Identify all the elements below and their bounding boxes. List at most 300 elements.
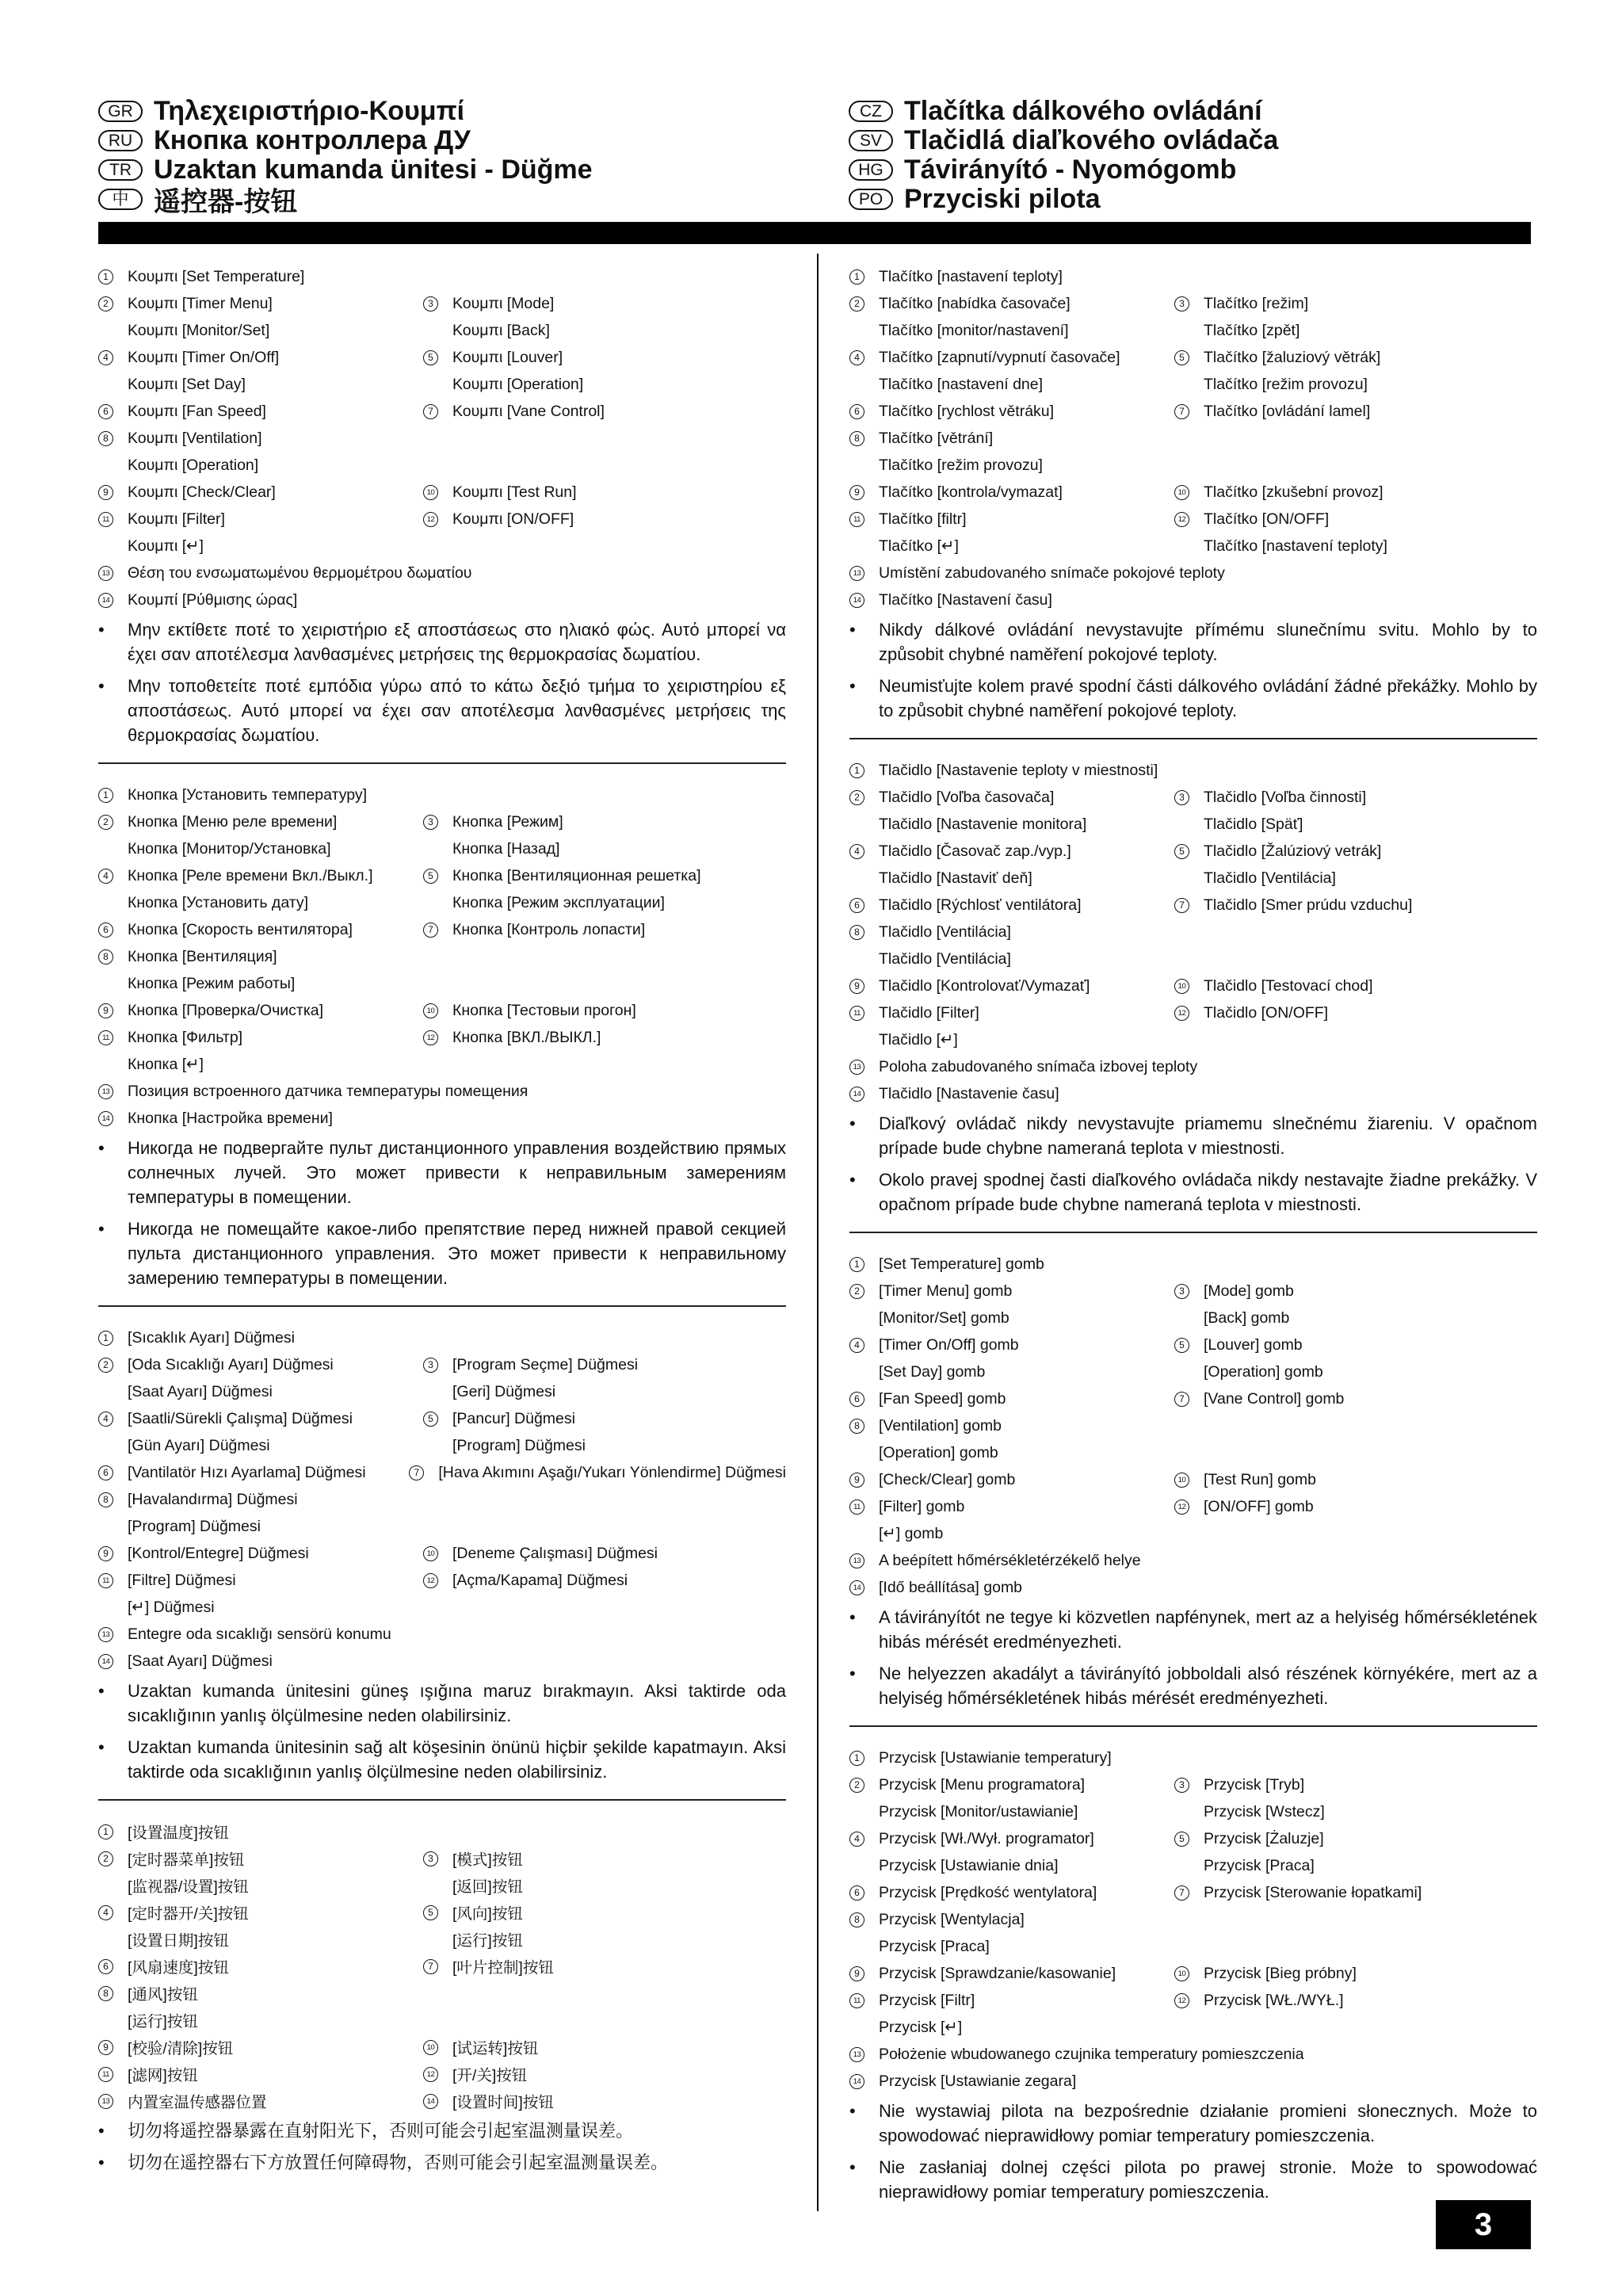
bullet-mark: • [849,676,856,696]
item-cell [1174,1004,1537,1022]
item-cell [849,403,1174,421]
item-number: 4 [849,350,864,365]
item-row [849,586,1537,613]
item-number: 5 [1174,1832,1189,1847]
item-number: 5 [1174,350,1189,365]
item-label: [Kontrol/Entegre] Düğmesi [128,1544,309,1562]
item-cell [98,894,423,912]
item-number: 7 [1174,1392,1189,1407]
item-label: Tlačidlo [Nastaviť deň] [879,869,1032,887]
item-label: [Açma/Kapama] Düğmesi [452,1571,628,1589]
item-label: [Timer Menu] gomb [879,1282,1013,1300]
item-label: [设置日期]按钮 [128,1932,229,1950]
item-cell [1174,1390,1537,1408]
item-cell [1174,1282,1537,1301]
item-row [849,425,1537,452]
item-cell [849,1579,1022,1597]
item-row [98,317,786,344]
item-label: Κουμπι [Operation] [452,375,584,393]
item-cell [423,1874,786,1897]
item-label: Przycisk [Wł./Wył. programator] [879,1829,1094,1847]
item-number: 2 [98,815,113,830]
warning-bullet [849,1605,1537,1654]
item-row [849,506,1537,533]
header-left [98,96,593,217]
item-row [98,586,786,613]
item-label: Tlačidlo [Filter] [879,1003,979,1022]
item-label: Tlačidlo [Testovací chod] [1204,976,1373,995]
item-number: 10 [1174,1473,1189,1488]
item-label: [Fan Speed] gomb [879,1389,1006,1408]
item-cell [1174,1336,1537,1354]
item-row [849,317,1537,344]
item-cell [849,762,1158,780]
item-row [849,344,1537,371]
item-row [98,1845,786,1872]
item-row [98,290,786,317]
item-label: Кнопка [Настройка времени] [128,1109,333,1127]
item-label: Tlačítko [kontrola/vymazat] [879,483,1063,501]
item-label: Przycisk [Ustawianie dnia] [879,1856,1059,1874]
item-label: Кнопка [↵] [128,1056,204,1073]
item-label: Przycisk [WŁ./WYŁ.] [1204,1991,1344,2009]
item-number: 3 [1174,790,1189,805]
item-label: Кнопка [Скорость вентилятора] [128,920,353,938]
item-label: [叶片控制]按钮 [452,1959,554,1977]
item-number: 9 [98,2040,113,2055]
warning-bullet [849,674,1537,723]
item-row [849,999,1537,1026]
item-label: [Deneme Çalışması] Düğmesi [452,1544,658,1562]
item-cell [1174,322,1537,340]
item-cell [849,564,1225,583]
item-row [98,452,786,479]
item-number: 4 [849,1832,864,1847]
item-label: [Set Temperature] gomb [879,1255,1044,1273]
item-label: Κουμπι [Monitor/Set] [128,321,270,339]
item-cell [849,789,1174,807]
item-cell [98,1874,423,1897]
item-cell [423,1356,786,1374]
bullet-text: Μην εκτίθετε ποτέ το χειριστήριο εξ αποστάσεως στο ηλιακό φώς. Αυτό μπορεί να έχει σαν αποτέλεσμα λανθασμένες μετρήσεις της θερμοκρασίας δωματίου. [128,620,786,664]
item-number: 6 [849,898,864,913]
item-cell [849,483,1174,502]
item-label: Przycisk [Ustawianie zegara] [879,2072,1077,2090]
item-label: Tlačidlo [ON/OFF] [1204,1003,1329,1022]
item-row [849,1439,1537,1466]
item-label: Tlačítko [větrání] [879,429,994,447]
item-number: 6 [98,1959,113,1974]
bullet-mark: • [98,676,105,696]
item-cell [98,1901,423,1924]
item-label: A beépített hőmérsékletérzékelő helye [879,1551,1141,1569]
item-cell [423,1901,786,1924]
item-number: 11 [849,1993,864,2008]
item-cell [423,510,786,529]
item-number: 7 [423,1959,438,1974]
item-cell [98,1982,198,2004]
item-row [98,1405,786,1432]
item-number: 9 [849,485,864,500]
item-cell [98,349,423,367]
item-label: [风扇速度]按钮 [128,1959,229,1977]
item-cell [98,1626,391,1644]
item-cell [98,1464,409,1482]
item-label: Przycisk [Sterowanie łopatkami] [1204,1883,1422,1901]
item-label: [试运转]按钮 [452,2040,539,2057]
item-label: [Saatli/Sürekli Çalışma] Düğmesi [128,1409,353,1427]
item-number: 2 [98,296,113,311]
section-po [849,1736,1537,2204]
item-cell [849,537,1174,556]
item-row [98,398,786,425]
header-line-ru [98,126,593,155]
item-number: 10 [423,1003,438,1018]
header-title-cz: Tlačítka dálkového ovládání [904,96,1262,126]
bullet-text: Nie zasłaniaj dolnej części pilota po prawej stronie. Może to spowodować nieprawidłowy pomiar temperatury pomieszczenia. [879,2157,1537,2202]
item-label: Tlačítko [nastavení dne] [879,375,1044,393]
item-number: 6 [849,404,864,419]
item-number: 10 [423,485,438,500]
item-row [849,1987,1537,2014]
item-number: 7 [1174,898,1189,913]
item-cell [98,1491,298,1509]
item-row [98,1351,786,1378]
item-cell [98,2090,423,2112]
item-cell [849,923,1011,942]
item-row [849,290,1537,317]
header-title-po: Przyciski pilota [904,184,1101,214]
item-label: [ON/OFF] gomb [1204,1497,1314,1515]
item-label: Tlačítko [zapnutí/vypnutí časovače] [879,348,1120,366]
item-label: Tlačidlo [Ventilácia] [879,949,1011,968]
item-cell [98,2063,423,2085]
item-row [98,970,786,997]
item-number: 10 [423,2040,438,2055]
item-cell [1174,896,1537,915]
item-cell [98,1055,204,1074]
item-cell [1174,403,1537,421]
item-label: [Program Seçme] Düğmesi [452,1355,639,1373]
item-row [849,865,1537,892]
item-label: Tlačidlo [↵] [879,1031,958,1049]
item-label: [Monitor/Set] gomb [879,1308,1009,1327]
item-row [849,2068,1537,2095]
item-row [98,1926,786,1953]
item-cell [849,1030,958,1049]
item-number: 6 [98,1465,113,1480]
item-number: 8 [849,431,864,446]
item-cell [1174,1498,1537,1516]
item-cell [98,2036,423,2058]
item-cell [849,1884,1174,1902]
item-label: Кнопка [Режим работы] [128,974,296,992]
header-title-hg: Távirányító - Nyomógomb [904,155,1237,185]
item-number: 13 [849,1553,864,1568]
item-cell [1174,1965,1537,1983]
section-cz [849,255,1537,739]
item-label: Кнопка [Тестовыи прогон] [452,1001,636,1019]
item-label: [校验/清除]按钮 [128,2040,234,2057]
item-number: 13 [98,1084,113,1099]
item-cell [849,977,1174,995]
item-row [98,425,786,452]
bullet-text: Никогда не помещайте какое-либо препятствие перед нижней правой секцией пульта дистанционного управления. Это может привести к неправильному замерению температуры в помещении. [128,1219,786,1288]
item-number: 1 [98,1824,113,1839]
item-cell [98,591,297,609]
item-row [849,838,1537,865]
item-label: Tlačítko [zpět] [1204,321,1300,339]
bullet-mark: • [849,1170,856,1190]
item-row [98,1540,786,1567]
item-label: Tlačítko [ovládání lamel] [1204,402,1371,420]
item-label: Umístění zabudovaného snímače pokojové teploty [879,563,1225,582]
bullet-mark: • [98,620,105,640]
item-cell [423,1383,786,1401]
item-label: [Geri] Düğmesi [452,1382,556,1400]
item-row [849,2041,1537,2068]
bullet-mark: • [849,1607,856,1627]
header-title-ru: Кнопка контроллера ДУ [154,125,471,155]
bullet-text: Μην τοποθετείτε ποτέ εμπόδια γύρω από το κάτω δεξιό τμήμα το χειριστηρίου εξ αποστάσεως. Αυτό μπορεί να έχει σαν αποτέλεσμα λανθασμένες μετρήσεις της θερμοκρασίας δωματίου. [128,676,786,745]
item-label: Κουμπι [Louver] [452,348,563,366]
item-cell [98,376,423,394]
item-label: [Saat Ayarı] Düğmesi [128,1382,273,1400]
item-row [98,1459,786,1486]
item-label: Położenie wbudowanego czujnika temperatury pomieszczenia [879,2045,1304,2063]
item-label: Κουμπι [Ventilation] [128,429,262,447]
item-cell [849,869,1174,888]
warning-bullet [849,1661,1537,1710]
item-cell [849,1058,1197,1076]
item-label: [返回]按钮 [452,1878,523,1896]
item-row [98,1051,786,1078]
item-label: Przycisk [Menu programatora] [879,1775,1086,1794]
item-label: [↵] Düğmesi [128,1599,215,1616]
header-right [849,97,1278,214]
item-label: Przycisk [Filtr] [879,1991,975,2009]
item-label: Κουμπι [Timer On/Off] [128,348,280,366]
item-cell [849,510,1174,529]
warning-bullet [98,1735,786,1784]
bullet-text: Diaľkový ovládač nikdy nevystavujte priamemu slnečnému žiareniu. V opačnom prípade bude chybne nameraná teplota v miestnosti. [879,1114,1537,1158]
item-row [849,919,1537,946]
item-cell [409,1464,786,1482]
item-cell [423,349,786,367]
bullet-mark: • [98,1737,105,1757]
item-row [98,1513,786,1540]
item-number: 11 [98,2067,113,2082]
item-label: [Mode] gomb [1204,1282,1294,1300]
item-number: 2 [98,1358,113,1373]
item-label: Przycisk [Tryb] [1204,1775,1305,1794]
item-cell [98,1083,528,1101]
item-number: 13 [98,2094,113,2109]
item-cell [849,457,1043,475]
header-black-bar [98,222,1531,244]
item-cell [423,483,786,502]
bullet-text: Neumisťujte kolem pravé spodní části dálkového ovládání žádné překážky. Mohlo by to způsobit chybné naměření pokojové teploty. [879,676,1537,720]
item-cell [423,1002,786,1020]
item-row [849,1960,1537,1987]
item-row [849,811,1537,838]
item-cell [849,1830,1174,1848]
item-cell [423,867,786,885]
item-number: 9 [849,1966,864,1981]
item-cell [1174,295,1537,313]
item-label: Przycisk [Wstecz] [1204,1802,1325,1820]
page-number: 3 [1436,2200,1531,2249]
item-cell [1174,789,1537,807]
item-number: 10 [1174,1966,1189,1981]
header-title-gr: Τηλεχειριστήριο-Κουμπί [154,96,465,126]
item-cell [849,322,1174,340]
item-number: 8 [98,949,113,965]
item-label: [运行]按钮 [128,2013,198,2030]
item-label: Кнопка [Установить дату] [128,893,309,911]
item-number: 2 [849,296,864,311]
item-label: Κουμπι [Filter] [128,510,225,528]
item-label: [模式]按钮 [452,1851,523,1869]
item-row [98,781,786,808]
item-number: 6 [849,1885,864,1901]
item-cell [98,813,423,831]
item-row [98,263,786,290]
lang-badge-hg: HG [849,159,893,181]
item-cell [98,1955,423,1977]
item-number: 9 [849,1473,864,1488]
right-column [849,255,1537,2211]
item-number: 5 [1174,1338,1189,1353]
item-row [98,1594,786,1621]
item-label: [设置时间]按钮 [452,2094,554,2111]
item-label: Кнопка [Реле времени Вкл./Выкл.] [128,866,373,884]
item-row [849,1331,1537,1358]
item-label: Κουμπι [Fan Speed] [128,402,266,420]
bullet-text: Nie wystawiaj pilota na bezpośrednie działanie promieni słonecznych. Może to spowodować nieprawidłowy pomiar temperatury pomieszczenia. [879,2101,1537,2145]
item-cell [1174,1830,1537,1848]
item-row [849,533,1537,560]
item-label: [定时器开/关]按钮 [128,1905,249,1923]
item-row [98,889,786,916]
item-label: Tlačidlo [Voľba časovača] [879,788,1055,806]
item-cell [849,430,993,448]
item-row [849,371,1537,398]
item-cell [98,403,423,421]
item-row [98,1621,786,1648]
item-cell [849,1282,1174,1301]
item-row [849,479,1537,506]
item-cell [849,376,1174,394]
item-row [98,1486,786,1513]
item-label: Poloha zabudovaného snímača izbovej teploty [879,1057,1198,1075]
item-cell [98,1820,229,1843]
warning-bullet [849,1111,1537,1160]
item-row [98,1105,786,1132]
item-cell [849,268,1063,286]
item-label: Tlačidlo [Smer prúdu vzduchu] [1204,896,1413,914]
item-number: 12 [423,1030,438,1045]
item-cell [849,2018,962,2037]
item-cell [849,1749,1112,1767]
item-label: [Filter] gomb [879,1497,965,1515]
item-row [849,452,1537,479]
item-number: 1 [849,1751,864,1766]
item-number: 13 [849,2047,864,2062]
item-row [849,1358,1537,1385]
item-cell [98,1002,423,1020]
item-cell [1174,1992,1537,2010]
item-number: 1 [849,269,864,285]
bullet-mark: • [849,620,856,640]
item-number: 12 [423,2067,438,2082]
item-row [98,371,786,398]
item-number: 6 [98,923,113,938]
item-label: Tlačidlo [Ventilácia] [879,923,1011,941]
item-cell [849,1004,1174,1022]
item-label: Позиция встроенного датчика температуры помещения [128,1082,529,1100]
item-cell [98,564,471,583]
item-cell [1174,376,1537,394]
item-row [849,972,1537,999]
item-cell [423,1410,786,1428]
item-row [98,916,786,943]
item-label: Κουμπι [ON/OFF] [452,510,574,528]
item-label: [Check/Clear] gomb [879,1470,1016,1488]
item-number: 11 [849,512,864,527]
item-row [849,398,1537,425]
item-row [849,1798,1537,1825]
item-cell [849,1938,990,1956]
lang-badge-tr: TR [98,159,143,181]
item-label: [Sıcaklık Ayarı] Düğmesi [128,1328,295,1347]
item-cell [98,537,204,556]
item-cell [98,786,367,804]
item-row [98,1872,786,1899]
warning-bullet [849,2099,1537,2148]
item-cell [98,1545,423,1563]
item-row [98,1953,786,1980]
item-label: Κουμπι [Vane Control] [452,402,605,420]
item-cell [423,1572,786,1590]
item-label: Кнопка [Монитор/Установка] [128,839,331,858]
item-row [849,1933,1537,1960]
item-cell [1174,1363,1537,1381]
warning-bullet [849,1167,1537,1217]
item-label: Кнопка [Меню реле времени] [128,812,338,831]
item-label: Przycisk [↵] [879,2019,963,2036]
item-number: 6 [98,404,113,419]
item-cell [1174,1471,1537,1489]
item-cell [1174,1857,1537,1875]
item-label: Przycisk [Bieg próbny] [1204,1964,1357,1982]
item-row [849,1879,1537,1906]
warning-bullet [98,617,786,667]
item-label: Przycisk [Praca] [1204,1856,1315,1874]
item-label: [Oda Sıcaklığı Ayarı] Düğmesi [128,1355,334,1373]
item-cell [423,840,786,858]
item-number: 3 [423,1358,438,1373]
item-number: 7 [409,1465,424,1480]
item-cell [423,813,786,831]
item-number: 13 [98,566,113,581]
item-label: Przycisk [Wentylacja] [879,1910,1025,1928]
item-label: [Filtre] Düğmesi [128,1571,236,1589]
item-label: [设置温度]按钮 [128,1824,229,1842]
item-label: [Operation] gomb [1204,1362,1323,1381]
item-number: 11 [849,1006,864,1021]
bullet-text: A távirányítót ne tegye ki közvetlen napfénynek, mert az a helyiség hőmérsékletének hibás mérését eredményezheti. [879,1607,1537,1652]
